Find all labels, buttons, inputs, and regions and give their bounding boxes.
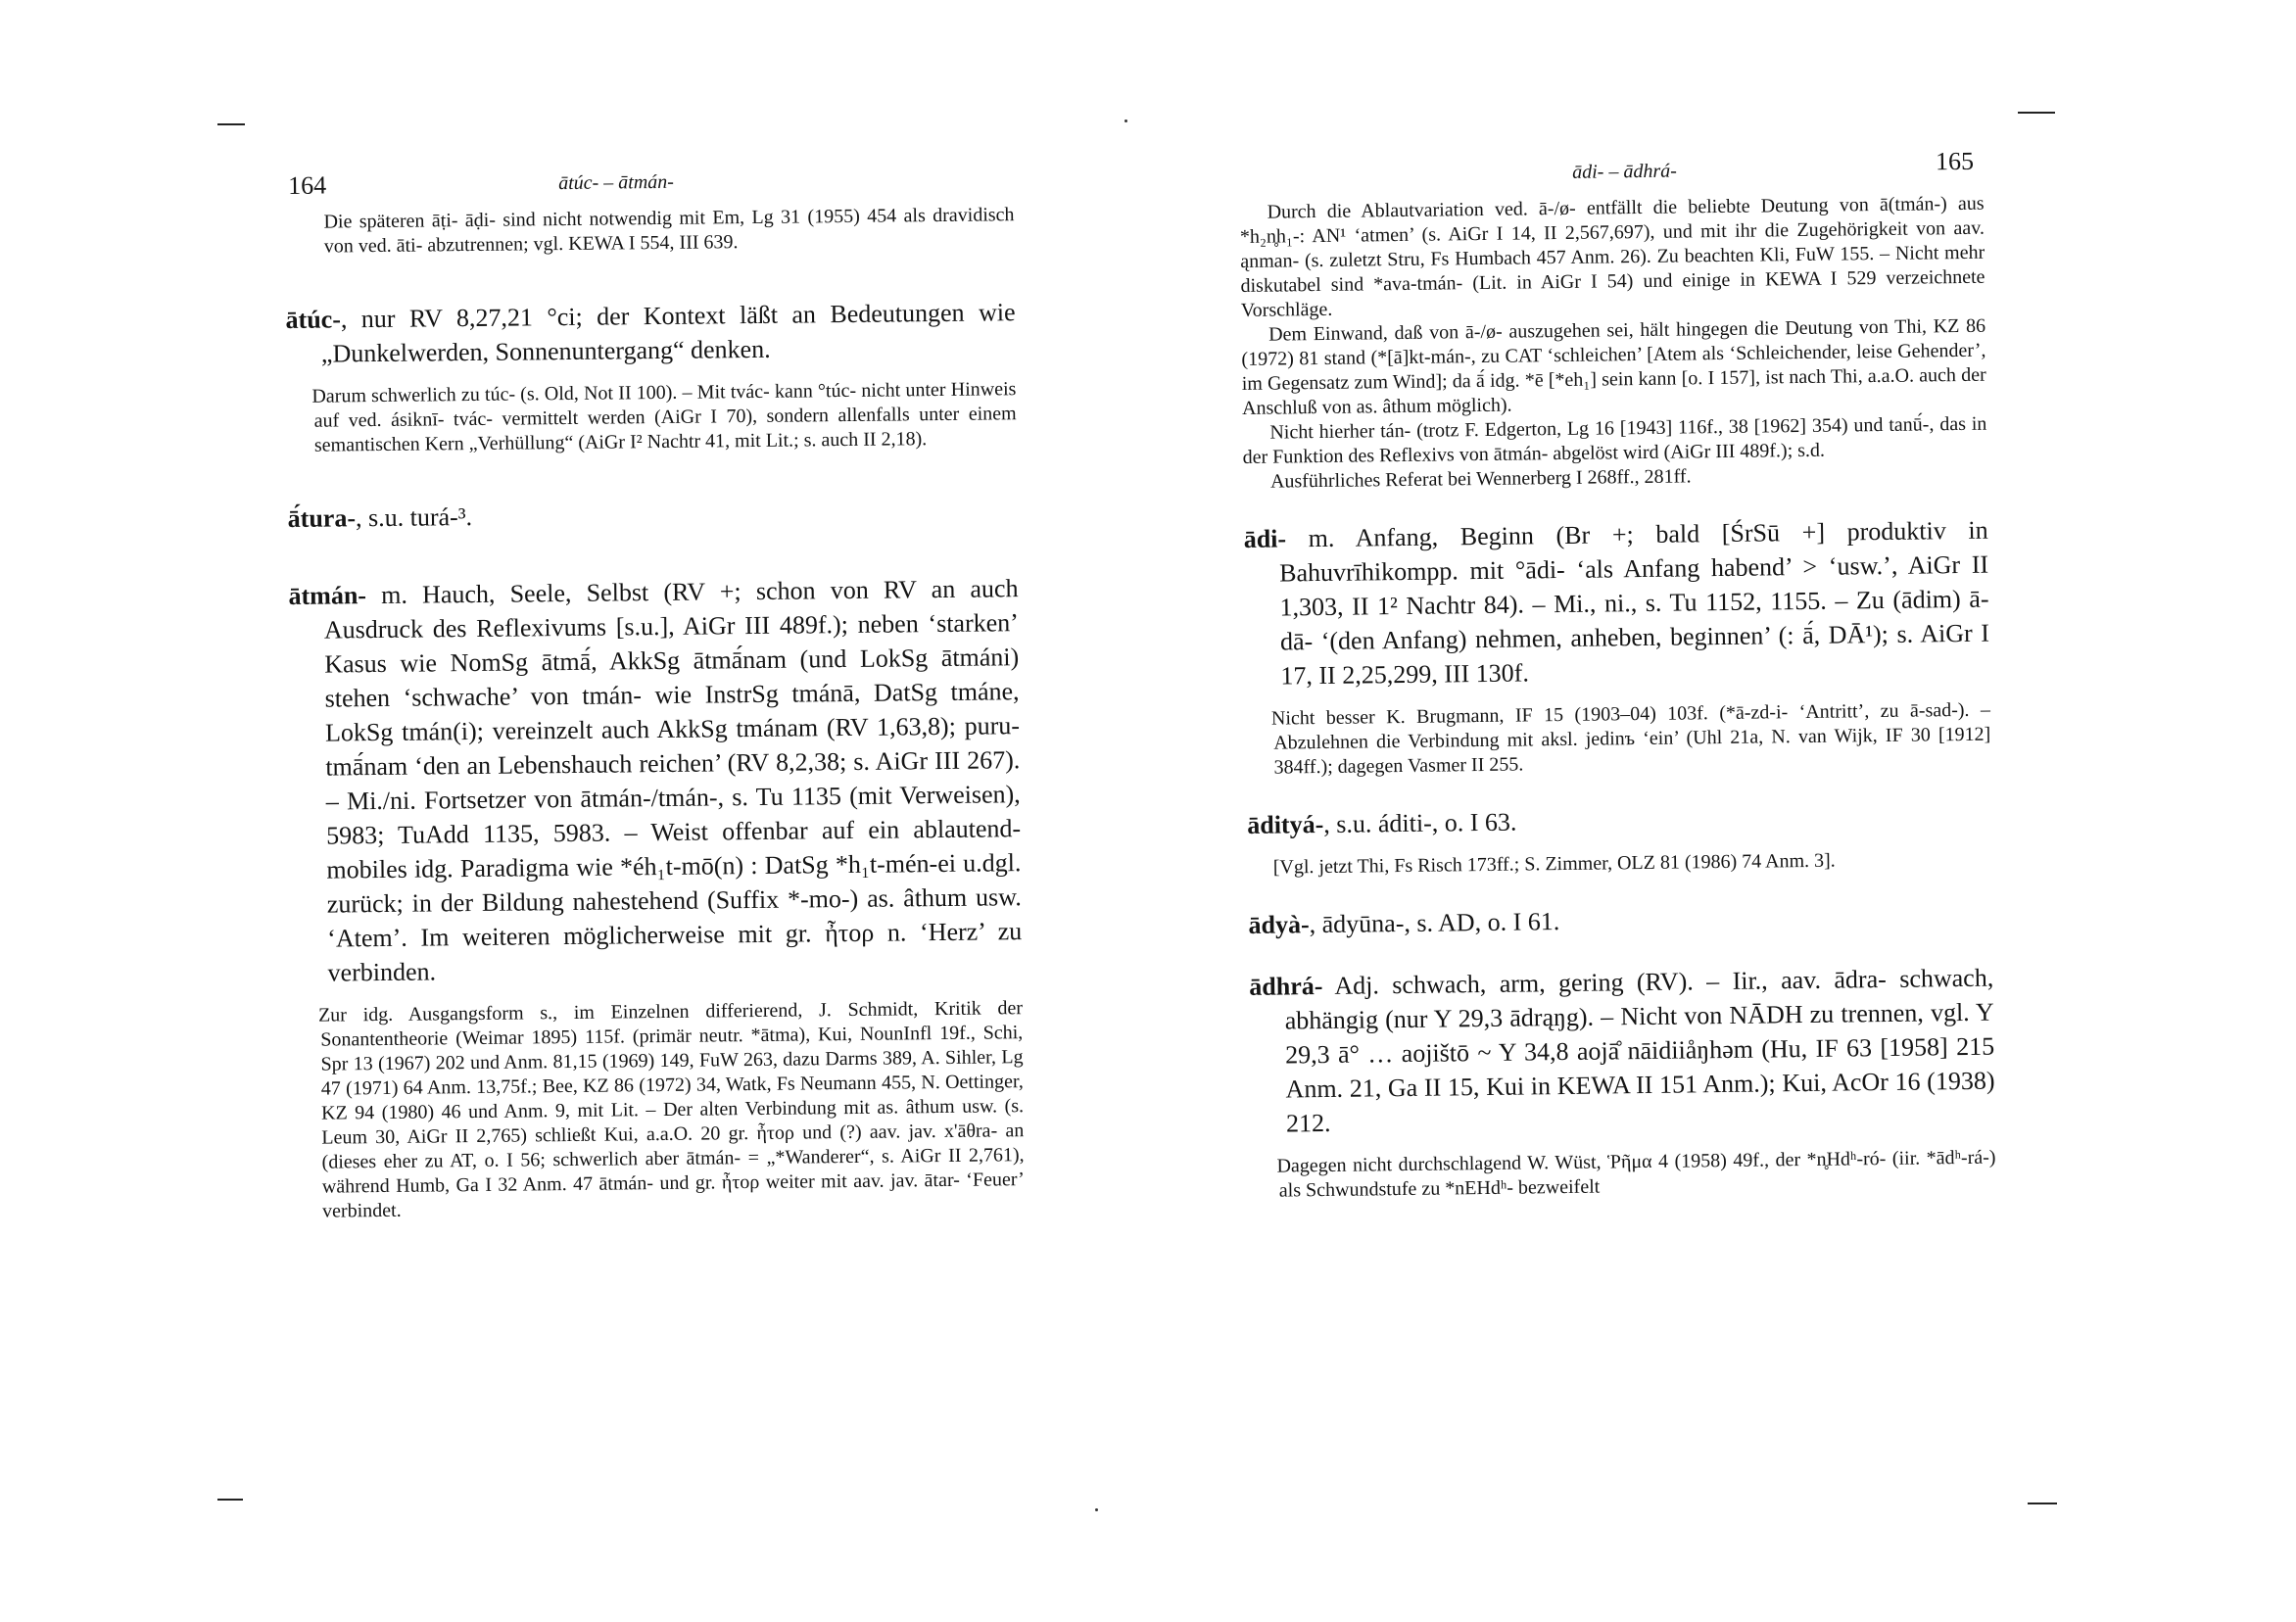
entry-atura-text: , s.u. turá-³.: [355, 502, 473, 533]
note-atuc: Darum schwerlich zu túc- (s. Old, Not II 100). – Mit tvác- kann °túc- nicht unter Hinweis auf ved. ásiknī- tvác- vermittelt werden (AiGr I 70), sondern allenfalls unter einem semantischen Kern „Verhüllung“ (AiGr I² Nachtr 41, mit Lit.; s. auch II 2,18).: [311, 378, 1017, 456]
scan-mark: [2018, 112, 2055, 114]
lemma-atura: ā́tura-: [287, 503, 357, 533]
entry-atuc-text: , nur RV 8,27,21 °ci; der Kontext läßt an Bedeutungen wie „Dunkelwerden, Sonnenuntergang“ denken.: [320, 298, 1016, 368]
scan-mark: [2028, 1503, 2057, 1504]
entry-atman-text: m. Hauch, Seele, Selbst (RV +; schon von RV an auch Ausdruck des Reflexivums [s.u.], AiGr III 489f.); neben ‘starken’ Kasus wie NomSg ātmā́, AkkSg ātmā́nam (und LokSg ātmáni) stehen ‘schwache’ von tmán- wie InstrSg tmánā, DatSg tmáne, LokSg tmán(i); vereinzelt auch AkkSg tmánam (RV 1,63,8); puru-tmā́nam ‘den an Lebenshauch reichen’ (RV 8,2,38; s. AiGr III 267). – Mi./ni. Fortsetzer von ātmán-/tmán-, s. Tu 1135 (mit Verweisen), 5983; TuAdd 1135, 5983. – Weist offenbar auf ein ablautend-mobiles idg. Paradigma wie *éh₁t-mō(n) : DatSg *h₁t-mén-ei u.dgl. zurück; in der Bildung nahestehend (Suffix *-mo-) as. âthum usw. ‘Atem’. Im weiteren möglicherweise mit gr. ἦτορ n. ‘Herz’ zu verbinden.: [323, 574, 1023, 987]
lemma-atuc: ātúc-: [285, 305, 342, 334]
note-adi: Nicht besser K. Brugmann, IF 15 (1903–04) 103f. (*ā-zd-i- ‘Antritt’, zu ā-sad-). – Abzulehnen die Verbindung mit aksl. jedinъ ‘ein’ (Uhl 21a, N. van Wijk, IF 30 [1912] 384ff.); dagegen Vasmer II 255.: [1270, 698, 1991, 779]
lemma-atman: ātmán-: [288, 581, 367, 610]
note-atman: Zur idg. Ausgangsform s., im Einzelnen differierend, J. Schmidt, Kritik der Sonantentheorie (Weimar 1895) 115f. (primär neutr. *ātma), Kui, NounInfl 19f., Schi, Spr 13 (1967) 202 und Anm. 81,15 (1969) 149, FuW 263, dazu Darms 389, A. Sihler, Lg 47 (1971) 64 Anm. 13,75f.; Bee, KZ 86 (1972) 34, Watk, Fs Neumann 455, N. Oettinger, KZ 94 (1980) 46 und Anm. 9, mit Lit. – Der alten Verbindung mit as. âthum usw. (s. Leum 30, AiGr II 2,765) schließt Kui, a.a.O. 20 gr. ἦτορ und (?) aav. jav. x'āθra- an (dieses eher zu AT, o. I 56; schwerlich aber ātmán- = „*Wanderer“, s. AiGr II 2,761), während Humb, Ga I 32 Anm. 47 ātmán- und gr. ἦτορ weiter mit aav. jav. ātar- ‘Feuer’ verbindet.: [317, 997, 1025, 1222]
running-head: ādi- – ādhrá-: [1572, 160, 1677, 183]
page-number: 165: [1935, 146, 1975, 176]
entry-adhra-text: Adj. schwach, arm, gering (RV). – Iir., aav. ādra- schwach, abhängig (nur Y 29,3 ādrąŋg). – Nicht von NĀDH zu trennen, vgl. Y 29,3 ā° … aojištō ~ Y 34,8 aojā̊ nāidiiåŋhəm (Hu, IF 63 [1958] 215 Anm. 21, Ga II 15, Kui in KEWA II 151 Anm.); Kui, AcOr 16 (1938) 212.: [1284, 963, 1995, 1138]
entry-adi-text: m. Anfang, Beginn (Br +; bald [ŚrSū +] produktiv in Bahuvrīhikompp. mit °ādi- ‘als Anfang habend’ > ‘usw.’, AiGr II 1,303, II 1² Nachtr 84). – Mi., ni., s. Tu 1152, 1155. – Zu (ādim) ā-dā- ‘(den Anfang) nehmen, anheben, beginnen’ (: ā́, DĀ¹); s. AiGr I 17, II 2,25,299, III 130f.: [1278, 515, 1990, 691]
entry-adya-text: , ādyūna-, s. AD, o. I 61.: [1309, 907, 1560, 939]
note-adhra: Dagegen nicht durchschlagend W. Wüst, Ῥῆμα 4 (1958) 49f., der *n̥Hdʰ-ró- (iir. *ādʰ-rá-) als Schwundstufe zu *nEHdʰ- bezweifelt: [1276, 1146, 1996, 1202]
intro-paragraph: Durch die Ablautvariation ved. ā-/ø- entfällt die beliebte Deutung von ā(tmán-) aus *h₂n̥h₁-: AN¹ ‘atmen’ (s. AiGr I 14, II 2,567,697), und mit ihr die Zugehörigkeit von aav. ąnman- (s. zuletzt Stru, Fs Humbach 457 Anm. 26). Zu beachten Kli, FuW 155. – Nicht mehr diskutabel sind *ava-tmán- (Lit. in AiGr I 54) und einige in KEWA I 529 verzeichnete Vorschläge.: [1239, 192, 1985, 321]
lemma-adi: ādi-: [1243, 524, 1287, 553]
scan-dot: [1095, 1508, 1098, 1511]
intro-paragraph: Ausführliches Referat bei Wennerberg I 268ff., 281ff.: [1269, 465, 1692, 493]
scan-dot: [1124, 119, 1127, 122]
scan-mark: [217, 1499, 243, 1501]
entry-atuc: [285, 295, 1016, 371]
running-head: ātúc- – ātmán-: [558, 170, 675, 195]
scan-mark: [217, 123, 245, 125]
entry-adhra: [1249, 961, 1995, 1141]
left-page: [284, 164, 1025, 1224]
lemma-adya: ādyà-: [1248, 910, 1310, 939]
lemma-aditya: ādityá-: [1247, 809, 1324, 839]
entry-adi: [1243, 513, 1989, 693]
intro-paragraph: Dem Einwand, daß von ā-/ø- auszugehen sei, hält hingegen die Deutung von Thi, KZ 86 (1972) 81 stand (*[ā]kt-mán-, zu CAT ‘schleichen’ [Atem als ‘Schleichender, leise Gehender’, im Gegensatz zum Wind]; da ā́ idg. *ē [*eh₁] sein kann [o. I 157], ist nach Thi, a.a.O. auch der Anschluß von as. âthum möglich).: [1241, 314, 1986, 419]
entry-atman: [288, 571, 1022, 990]
entry-aditya-text: , s.u. áditi-, o. I 63.: [1323, 807, 1517, 838]
intro-note: Die späteren āṭi- āḍi- sind nicht notwendig mit Em, Lg 31 (1955) 454 als dravidisch von ved. āti- abzutrennen; vgl. KEWA I 554, III 639.: [323, 204, 1015, 258]
lemma-adhra: ādhrá-: [1249, 972, 1323, 1001]
page-number: 164: [287, 170, 327, 200]
left-page-header: [284, 164, 1014, 211]
intro-paragraph: Nicht hierher tán- (trotz F. Edgerton, Lg 16 [1943] 116f., 38 [1962] 354) und tanū́-, das in der Funktion des Reflexivs von ātmán- abgelöst wird (AiGr III 489f.); s.d.: [1242, 412, 1987, 468]
note-aditya: [Vgl. jetzt Thi, Fs Risch 173ff.; S. Zimmer, OLZ 81 (1986) 74 Anm. 3].: [1272, 849, 1836, 879]
right-page: [1239, 146, 1996, 1204]
